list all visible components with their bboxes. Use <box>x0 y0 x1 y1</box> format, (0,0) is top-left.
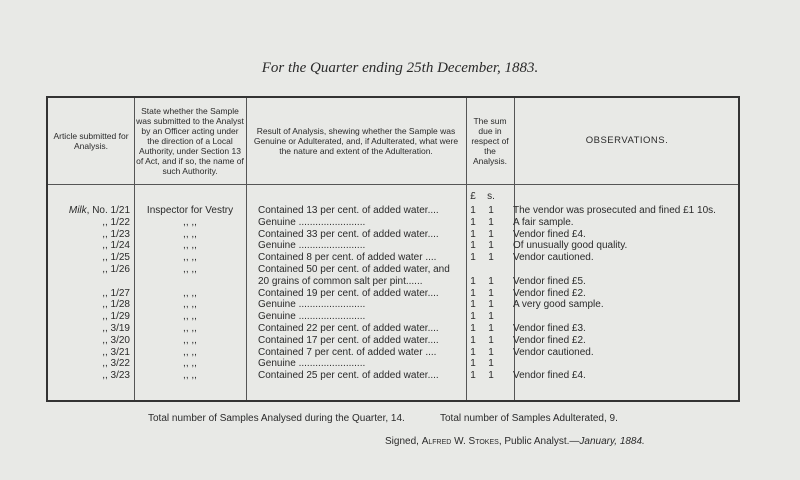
analysis-table <box>46 96 740 402</box>
pounds-cell: 1 <box>470 334 476 346</box>
article-cell: ,, 1/28 <box>102 299 130 311</box>
observations-cell: Vendor fined £2. <box>513 287 586 299</box>
article-cell: ,, 1/29 <box>102 311 130 323</box>
article-cell: Milk, No. 1/21 <box>68 205 130 216</box>
result-cell: Contained 19 per cent. of added water.... <box>258 287 439 299</box>
authority-cell: ,, ,, <box>183 358 197 370</box>
observations-cell: A very good sample. <box>513 299 604 311</box>
shillings-cell: 1 <box>488 205 494 216</box>
authority-cell: ,, ,, <box>183 346 197 358</box>
pounds-cell: 1 <box>470 358 476 370</box>
total-adulterated: Total number of Samples Adulterated, 9. <box>440 413 618 424</box>
article-cell: ,, 1/23 <box>102 228 130 240</box>
shillings-cell: 1 <box>488 299 494 311</box>
signed-suffix: , Public Analyst.— <box>498 436 580 447</box>
result-cell: Contained 33 per cent. of added water.... <box>258 228 439 240</box>
header-result: Result of Analysis, shewing whether the Sample was Genuine or Adulterated, and, if Adulterated, what were the nature and extent of the Adulteration. <box>253 126 459 156</box>
authority-cell: ,, ,, <box>183 323 197 334</box>
shillings-cell: 1 <box>488 216 494 228</box>
signed-prefix: Signed, <box>385 436 419 447</box>
authority-cell: ,, ,, <box>183 287 197 299</box>
pounds-cell: 1 <box>470 299 476 311</box>
article-cell: ,, 3/19 <box>102 323 130 334</box>
header-observations: OBSERVATIONS. <box>585 135 669 146</box>
pounds-cell: 1 <box>470 323 476 334</box>
shillings-cell: 1 <box>488 240 494 252</box>
result-cell: Contained 17 per cent. of added water.... <box>258 334 439 346</box>
header-sum: The sum due in respect of the Analysis. <box>471 116 509 166</box>
result-cell: Contained 13 per cent. of added water.... <box>258 205 439 216</box>
observations-cell: Vendor cautioned. <box>513 346 594 358</box>
observations-cell: Vendor fined £4. <box>513 228 586 240</box>
column-divider <box>246 98 247 400</box>
total-analysed: Total number of Samples Analysed during the Quarter, 14. <box>148 413 405 424</box>
authority-cell: ,, ,, <box>183 252 197 264</box>
pounds-unit: £ <box>470 191 476 202</box>
result-cell: Contained 25 per cent. of added water.... <box>258 370 439 382</box>
authority-cell: Inspector for Vestry <box>146 205 234 216</box>
result-cell: Contained 8 per cent. of added water .... <box>258 252 437 264</box>
header-divider <box>48 184 738 185</box>
pounds-cell: 1 <box>470 240 476 252</box>
shillings-cell: 1 <box>488 287 494 299</box>
observations-cell: The vendor was prosecuted and fined £1 10s. <box>513 205 716 216</box>
result-cell: Genuine ........................ <box>258 240 366 252</box>
shillings-cell: 1 <box>488 323 494 334</box>
authority-cell: ,, ,, <box>183 216 197 228</box>
result-cell: Genuine ........................ <box>258 299 366 311</box>
authority-cell: ,, ,, <box>183 299 197 311</box>
result-cell: Contained 50 per cent. of added water, and <box>258 264 450 275</box>
pounds-cell: 1 <box>470 287 476 299</box>
shillings-cell: 1 <box>488 334 494 346</box>
shillings-cell: 1 <box>488 358 494 370</box>
pounds-cell: 1 <box>470 370 476 382</box>
signature-line <box>385 436 645 447</box>
pounds-cell: 1 <box>470 252 476 264</box>
article-cell: ,, 3/20 <box>102 334 130 346</box>
observations-cell: Vendor fined £2. <box>513 334 586 346</box>
observations-cell: Vendor fined £3. <box>513 323 586 334</box>
shillings-cell: 1 <box>488 252 494 264</box>
shillings-cell: 1 <box>488 311 494 323</box>
observations-cell: A fair sample. <box>513 216 574 228</box>
article-cell: ,, 1/26 <box>102 264 130 275</box>
article-cell: ,, 3/22 <box>102 358 130 370</box>
authority-cell: ,, ,, <box>183 264 197 275</box>
observations-cell: Of unusually good quality. <box>513 240 628 252</box>
signatory-name: Alfred W. Stokes <box>421 436 499 447</box>
article-cell: ,, 3/23 <box>102 370 130 382</box>
authority-cell: ,, ,, <box>183 370 197 382</box>
page-title: For the Quarter ending 25th December, 1883. <box>261 60 539 76</box>
result-cell: Contained 22 per cent. of added water.... <box>258 323 439 334</box>
header-authority: State whether the Sample was submitted to the Analyst by an Officer acting under the direction of a Local Authority, under Section 13 of Act, and if so, the name of such Authority. <box>136 106 244 176</box>
observations-cell: Vendor fined £5. <box>513 275 586 287</box>
observations-cell: Vendor fined £4. <box>513 370 586 382</box>
result-cell: Contained 7 per cent. of added water .... <box>258 346 437 358</box>
article-cell: ,, 1/22 <box>102 216 130 228</box>
pounds-cell: 1 <box>470 228 476 240</box>
authority-cell: ,, ,, <box>183 334 197 346</box>
result-cell: Genuine ........................ <box>258 358 366 370</box>
signed-date: January, 1884. <box>579 436 645 447</box>
article-cell: ,, 1/24 <box>102 240 130 252</box>
pounds-cell: 1 <box>470 311 476 323</box>
result-cell: Genuine ........................ <box>258 216 366 228</box>
pounds-cell: 1 <box>470 275 476 287</box>
pounds-cell: 1 <box>470 216 476 228</box>
authority-cell: ,, ,, <box>183 311 197 323</box>
result-cell-continued: 20 grains of common salt per pint...... <box>258 275 423 287</box>
shillings-cell: 1 <box>488 275 494 287</box>
shillings-unit: s. <box>487 191 495 202</box>
article-cell: ,, 1/27 <box>102 287 130 299</box>
article-cell: ,, 3/21 <box>102 346 130 358</box>
result-cell: Genuine ........................ <box>258 311 366 323</box>
pounds-cell: 1 <box>470 205 476 216</box>
header-article: Article submitted for Analysis. <box>53 131 129 151</box>
article-cell: ,, 1/25 <box>102 252 130 264</box>
authority-cell: ,, ,, <box>183 240 197 252</box>
shillings-cell: 1 <box>488 346 494 358</box>
observations-cell: Vendor cautioned. <box>513 252 594 264</box>
shillings-cell: 1 <box>488 370 494 382</box>
shillings-cell: 1 <box>488 228 494 240</box>
authority-cell: ,, ,, <box>183 228 197 240</box>
pounds-cell: 1 <box>470 346 476 358</box>
